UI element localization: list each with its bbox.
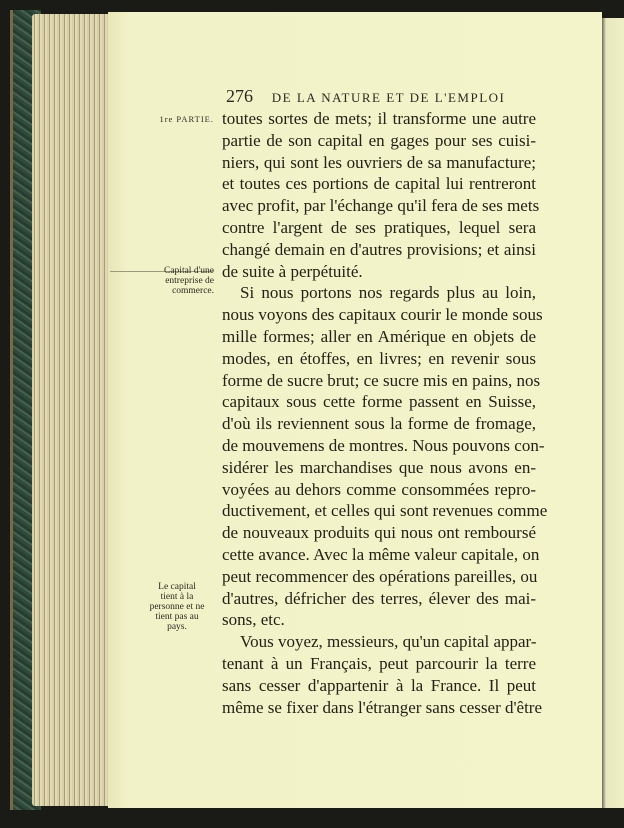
text-line: partie de son capital en gages pour ses cuisi- (222, 130, 536, 150)
text-line: Si nous portons nos regards plus au loin, (240, 283, 536, 303)
sidenote-line: pays. (167, 622, 187, 632)
sidenote-line: tient à la (160, 592, 194, 602)
text-line: de mouvemens de montres. Nous pouvons con- (222, 435, 545, 455)
sidenote-line: tient pas au (155, 612, 199, 622)
body-text (222, 108, 548, 718)
sidenote-part: 1re PARTIE. (159, 114, 214, 124)
facing-page-edge (602, 18, 624, 808)
running-head-title: DE LA NATURE ET DE L'EMPLOI (271, 90, 506, 105)
text-line: contre l'argent de ses pratiques, lequel sera (222, 217, 536, 237)
sidenote-line: personne et ne (149, 602, 205, 612)
text-line: sans cesser d'appartenir à la France. Il peut (222, 675, 536, 695)
text-line: cette avance. Avec la même valeur capitale, on (222, 544, 540, 564)
page-stack (32, 14, 112, 806)
running-header (226, 86, 566, 106)
text-line: Vous voyez, messieurs, qu'un capital appar- (240, 632, 537, 652)
sidenote-line: Le capital (158, 582, 196, 592)
sidenote-line: commerce. (172, 286, 214, 296)
text-line: de suite à perpétuité. (222, 261, 363, 281)
text-line: changé demain en d'autres provisions; et ainsi (222, 239, 536, 259)
text-line: niers, qui sont les ouvriers de sa manufacture; (222, 152, 536, 172)
sidenote-capital-personne (140, 582, 214, 632)
text-line: sidérer les marchandises que nous avons en- (222, 457, 536, 477)
text-line: mille formes; aller en Amérique en objets de (222, 326, 536, 346)
text-line: avec profit, par l'échange qu'il fera de ses mets (222, 196, 540, 216)
text-line: forme de sucre brut; ce sucre mis en pains, nos (222, 370, 541, 390)
text-line: même se fixer dans l'étranger sans cesser d'être (222, 697, 543, 717)
text-line: modes, en étoffes, en livres; en revenir sous (222, 348, 536, 368)
sidenote-line: entreprise de (165, 276, 214, 286)
page-number: 276 (226, 86, 253, 106)
sidenote-capital-entreprise (146, 266, 214, 296)
text-line: d'où ils reviennent sous la forme de fromage, (222, 414, 536, 434)
sidenote-line: Capital d'une (164, 266, 214, 276)
text-line: sons, etc. (222, 610, 285, 630)
text-line: et toutes ces portions de capital lui rentreront (222, 174, 536, 194)
text-line: voyées au dehors comme consommées repro- (222, 479, 536, 499)
text-line: d'autres, défricher des terres, élever des mai- (222, 588, 536, 608)
text-line: peut recommencer des opérations pareilles, ou (222, 566, 538, 586)
text-line: ductivement, et celles qui sont revenues comme (222, 501, 548, 521)
text-line: capitaux sous cette forme passent en Suisse, (222, 392, 536, 412)
text-line: tenant à un Français, peut parcourir la terre (222, 653, 536, 673)
text-line: toutes sortes de mets; il transforme une autre (222, 109, 536, 128)
text-line: nous voyons des capitaux courir le monde sous (222, 305, 543, 325)
text-line: de nouveaux produits qui nous ont remboursé (222, 523, 536, 543)
